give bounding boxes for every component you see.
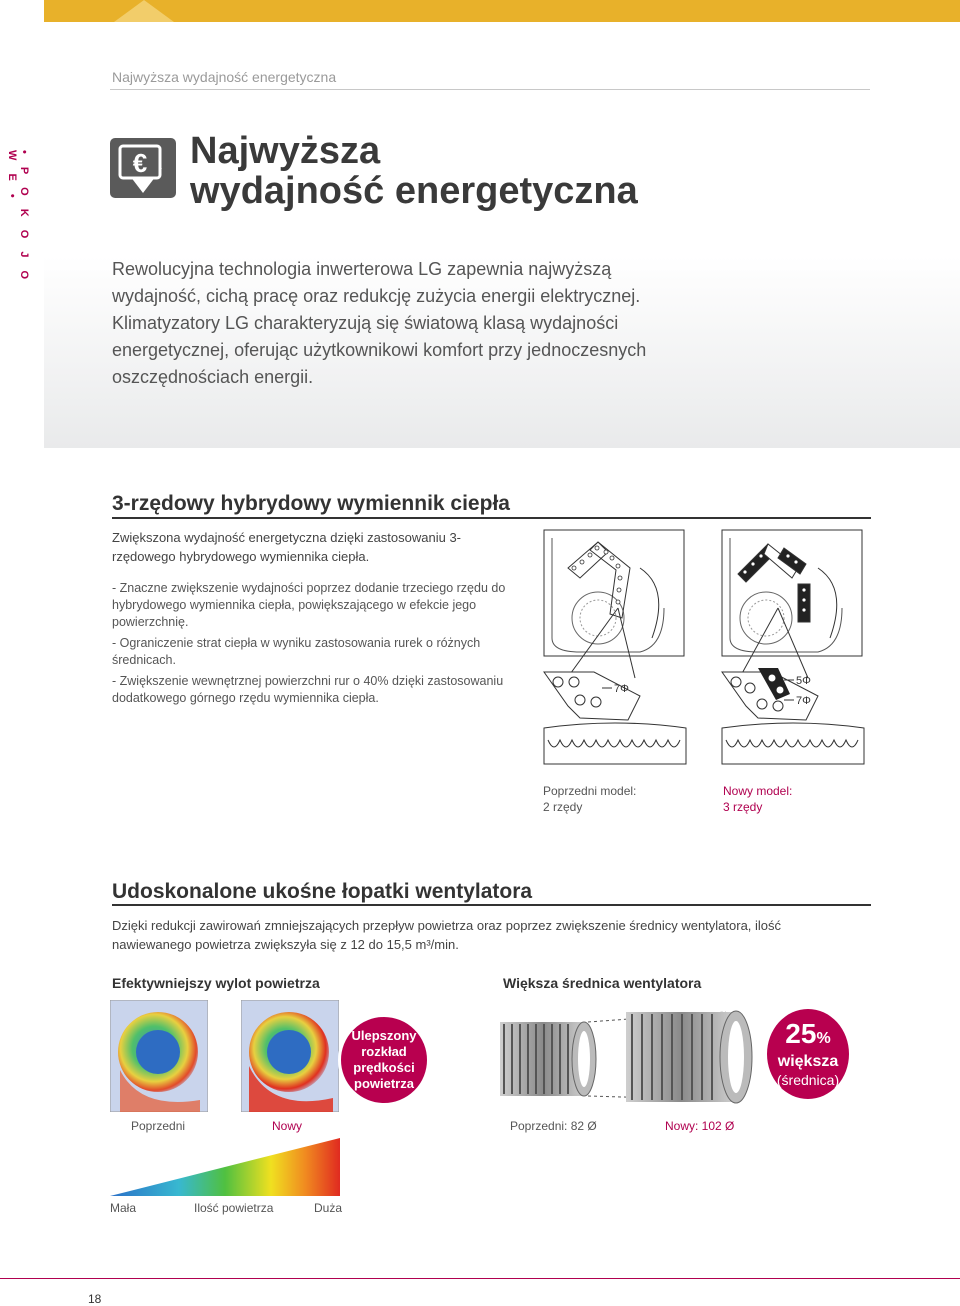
tube-diameter-label: 7Φ: [614, 683, 629, 695]
tube-diameter-label: 7Φ: [796, 695, 811, 707]
bullet-item: - Zwiększenie wewnętrznej powierzchni rur o 40% dzięki zastosowaniu dodatkowego górnego rzędu wymiennika ciepła.: [112, 674, 504, 705]
caption-new-heatmap: Nowy: [272, 1119, 303, 1133]
svg-text:€: €: [132, 148, 148, 178]
side-section-label: • P O K O J O W E •: [6, 150, 30, 285]
footer-rule: [0, 1278, 960, 1279]
air-volume-scale: [110, 1138, 342, 1200]
top-bar-corner-shape: [44, 0, 174, 22]
page-title: Najwyższa wydajność energetyczna: [190, 130, 638, 212]
tube-diameter-label: 5Φ: [796, 675, 811, 687]
bullet-item: - Ograniczenie strat ciepła w wyniku zastosowania rurek o różnych średnicach.: [112, 636, 481, 667]
breadcrumb: Najwyższa wydajność energetyczna: [112, 69, 337, 85]
page-number: 18: [88, 1292, 102, 1306]
larger-diameter-badge: 25% większa (średnica): [764, 1006, 852, 1102]
fan-cylinders-comparison: [496, 1000, 786, 1112]
section-rule: [112, 904, 871, 906]
section2-lead: Dzięki redukcji zawirowań zmniejszających przepływ powietrza oraz poprzez zwiększenie średnicy wentylatora, ilość nawiewanego powietrza zwiększyła się z 12 do 15,5 m³/min.: [112, 918, 782, 952]
section1-lead: Zwiększona wydajność energetyczna dzięki zastosowaniu 3-rzędowego hybrydowego wymiennika ciepła.: [112, 530, 462, 564]
airflow-heatmap-new: [241, 1000, 339, 1112]
intro-paragraph: Rewolucyjna technologia inwerterowa LG zapewnia najwyższą wydajność, cichą pracę oraz redukcję zużycia energii elektrycznej. Klimatyzatory LG charakteryzują się światową klasą wydajności energetycznej, oferując użytkownikowi komfort przy jednoczesnych oszczędnościach energii.: [112, 259, 647, 387]
scale-label-title: Ilość powietrza: [194, 1201, 274, 1215]
scale-label-small: Mała: [110, 1201, 137, 1215]
subheading-air-outlet: Efektywniejszy wylot powietrza: [112, 975, 320, 991]
euro-savings-icon: [110, 138, 176, 198]
new-model-caption: Nowy model: 3 rzędy: [723, 784, 793, 814]
airflow-heatmap-previous: [110, 1000, 208, 1112]
section-rule: [112, 517, 871, 519]
heat-exchanger-new-diagram: [718, 528, 868, 778]
previous-model-caption: Poprzedni model: 2 rzędy: [543, 784, 637, 814]
breadcrumb-rule: [110, 89, 870, 90]
section-heading-heat-exchanger: 3-rzędowy hybrydowy wymiennik ciepła: [112, 492, 510, 515]
top-accent-bar: [44, 0, 960, 22]
caption-previous-heatmap: Poprzedni: [131, 1119, 186, 1133]
heat-exchanger-previous-diagram: [540, 528, 690, 778]
section-heading-fan-blades: Udoskonalone ukośne łopatki wentylatora: [112, 880, 533, 903]
caption-new-diameter: Nowy: 102 Ø: [665, 1119, 735, 1133]
improved-airflow-badge: Ulepszony rozkład prędkości powietrza: [338, 1014, 430, 1106]
bullet-item: - Znaczne zwiększenie wydajności poprzez dodanie trzeciego rzędu do hybrydowego wymiennika ciepła, powiększającego w efekcie jego powierzchnię.: [112, 581, 506, 629]
scale-label-large: Duża: [314, 1201, 343, 1215]
caption-previous-diameter: Poprzedni: 82 Ø: [510, 1119, 597, 1133]
subheading-fan-diameter: Większa średnica wentylatora: [503, 975, 702, 991]
section1-bullet-list: [112, 580, 512, 707]
